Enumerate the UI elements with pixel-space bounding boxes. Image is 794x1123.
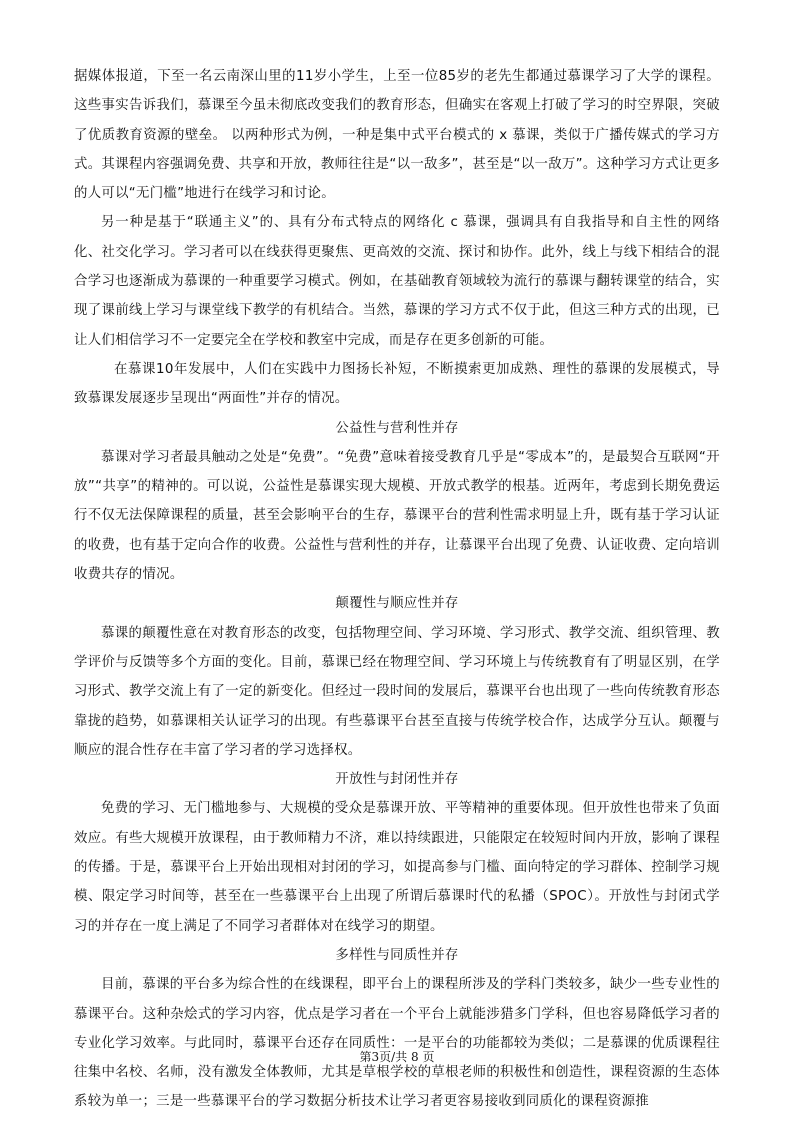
paragraph-2: 另一种是基于“联通主义”的、具有分布式特点的网络化 c 慕课，强调具有自我指导和自主性的网络化、社交化学习。学习者可以在线获得更聚焦、更高效的交流、探讨和协作。此外，线上与线下相结合的混合学习也逐渐成为慕课的一种重要学习模式。例如，在基础教育领域较为流行的慕课与翻转课堂的结合，实现了课前线上学习与课堂线下教学的有机结合。当然，慕课的学习方式不仅于此，但这三种方式的出现，已让人们相信学习不一定要完全在学校和教室中完成，而是存在更多创新的可能。 [74,215,720,348]
section-heading-2: 颠覆性与顺应性并存 [335,596,459,612]
page-number: 第3页/共 8 页 [359,1050,435,1064]
paragraph-4: 慕课对学习者最具触动之处是“免费”。“免费”意味着接受教育几乎是“零成本”的，是最契合互联网“开放”“共享”的精神的。可以说，公益性是慕课实现大规模、开放式教学的根基。近两年，考虑到长期免费运行不仅无法保障课程的质量，甚至会影响平台的生存，慕课平台的营利性需求明显上升，既有基于学习认证的收费，也有基于定向合作的收费。公益性与营利性的并存，让慕课平台出现了免费、认证收费、定向培训收费共存的情况。 [74,449,720,583]
section-heading-4: 多样性与同质性并存 [335,947,459,963]
paragraph-1: 据媒体报道，下至一名云南深山里的11岁小学生，上至一位85岁的老先生都通过慕课学习了大学的课程。这些事实告诉我们，慕课至今虽未彻底改变我们的教育形态，但确实在客观上打破了学习的时空界限，突破了优质教育资源的壁垒。 以两种形式为例，一种是集中式平台模式的 x 慕课，类似于广播传媒式的学习方式。其课程内容强调免费、共享和开放，教师往往是“以一敌多”，甚至是“以一敌万”。这种学习方式让更多的人可以“无门槛”地进行在线学习和讨论。 [74,69,720,202]
paragraph-7: 目前，慕课的平台多为综合性的在线课程，即平台上的课程所涉及的学科门类较多，缺少一些专业性的慕课平台。这种杂烩式的学习内容，优点是学习者在一个平台上就能涉猎多门学科，但也容易降低学习者的专业化学习效率。与此同时，慕课平台还存在同质性：一是平台的功能都较为类似；二是慕课的优质课程往往集中名校、名师，没有激发全体教师，尤其是草根学校的草根老师的积极性和创造性，课程资源的生态体系较为单一；三是一些慕课平台的学习数据分析技术让学习者更容易接收到同质化的课程资源推 [74,977,720,1110]
document-body [74,62,720,1117]
section-heading-1: 公益性与营利性并存 [335,420,459,436]
paragraph-6: 免费的学习、无门槛地参与、大规模的受众是慕课开放、平等精神的重要体现。但开放性也带来了负面效应。有些大规模开放课程，由于教师精力不济，难以持续跟进，只能限定在较短时间内开放，影响了课程的传播。于是，慕课平台上开始出现相对封闭的学习，如提高参与门槛、面向特定的学习群体、控制学习规模、限定学习时间等，甚至在一些慕课平台上出现了所谓后慕课时代的私播（SPOC）。开放性与封闭式学习的并存在一度上满足了不同学习者群体对在线学习的期望。 [74,801,720,934]
paragraph-3: 在慕课10年发展中，人们在实践中力图扬长补短，不断摸索更加成熟、理性的慕课的发展模式，导致慕课发展逐步呈现出“两面性”并存的情况。 [74,361,720,407]
section-heading-3: 开放性与封闭性并存 [335,772,459,788]
paragraph-5: 慕课的颠覆性意在对教育形态的改变，包括物理空间、学习环境、学习形式、教学交流、组织管理、教学评价与反馈等多个方面的变化。目前，慕课已经在物理空间、学习环境上与传统教育有了明显区别，在学习形式、教学交流上有了一定的新变化。但经过一段时间的发展后，慕课平台也出现了一些向传统教育形态靠拢的趋势，如慕课相关认证学习的出现。有些慕课平台甚至直接与传统学校合作，达成学分互认。颠覆与顺应的混合性存在丰富了学习者的学习选择权。 [74,625,720,758]
